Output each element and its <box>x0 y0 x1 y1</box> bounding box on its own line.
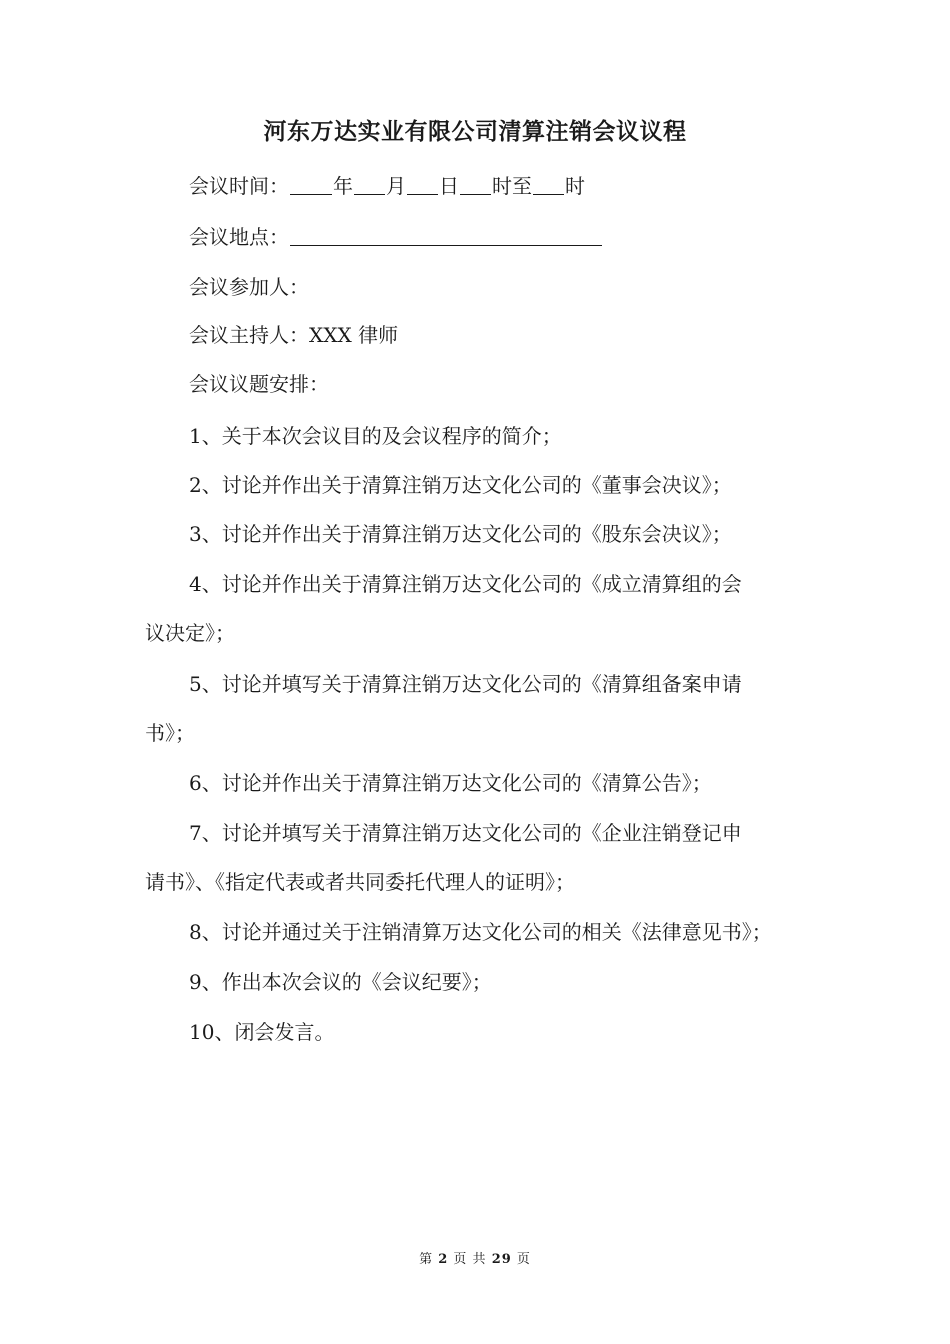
agenda-item: 1、关于本次会议目的及会议程序的简介； <box>189 424 562 448</box>
agenda-item-continuation: 书》； <box>145 721 195 745</box>
meeting-time-label: 会议时间： <box>189 174 289 198</box>
agenda-item-continuation: 议决定》； <box>145 621 235 645</box>
agenda-item: 6、讨论并作出关于清算注销万达文化公司的《清算公告》； <box>189 771 712 795</box>
agenda-item: 3、讨论并作出关于清算注销万达文化公司的《股东会决议》； <box>189 522 732 546</box>
year-label: 年 <box>333 174 353 198</box>
day-label: 日 <box>439 174 459 198</box>
document-title: 河东万达实业有限公司清算注销会议议程 <box>263 119 687 145</box>
footer-prefix: 第 <box>419 1252 434 1267</box>
agenda-item: 5、讨论并填写关于清算注销万达文化公司的《清算组备案申请 <box>189 672 742 696</box>
footer-middle: 页 共 <box>453 1252 487 1267</box>
current-page-number: 2 <box>438 1252 449 1267</box>
month-label: 月 <box>386 174 406 198</box>
hour-to-label: 时至 <box>492 174 532 198</box>
agenda-item: 7、讨论并填写关于清算注销万达文化公司的《企业注销登记申 <box>189 821 742 845</box>
host-line: 会议主持人：XXX 律师 <box>189 323 399 347</box>
total-page-number: 29 <box>491 1252 512 1267</box>
agenda-item: 9、作出本次会议的《会议纪要》； <box>189 970 492 994</box>
hour-label: 时 <box>565 174 585 198</box>
agenda-item-continuation: 请书》、《指定代表或者共同委托代理人的证明》； <box>145 870 575 894</box>
hour-end-blank <box>533 174 564 195</box>
year-blank <box>290 174 332 195</box>
agenda-item: 4、讨论并作出关于清算注销万达文化公司的《成立清算组的会 <box>189 572 742 596</box>
month-blank <box>354 174 385 195</box>
agenda-item: 8、讨论并通过关于注销清算万达文化公司的相关《法律意见书》； <box>189 920 772 944</box>
meeting-place-blank <box>290 225 602 246</box>
page-footer <box>0 1248 950 1267</box>
agenda-item: 2、讨论并作出关于清算注销万达文化公司的《董事会决议》； <box>189 473 732 497</box>
meeting-place-line <box>145 222 854 252</box>
meeting-time-line <box>145 171 854 201</box>
agenda-heading: 会议议题安排： <box>189 372 329 396</box>
hour-start-blank <box>460 174 491 195</box>
meeting-place-label: 会议地点： <box>189 225 289 249</box>
participants-line: 会议参加人： <box>189 275 309 299</box>
day-blank <box>407 174 438 195</box>
agenda-item: 10、闭会发言。 <box>189 1020 335 1044</box>
footer-suffix: 页 <box>516 1252 531 1267</box>
